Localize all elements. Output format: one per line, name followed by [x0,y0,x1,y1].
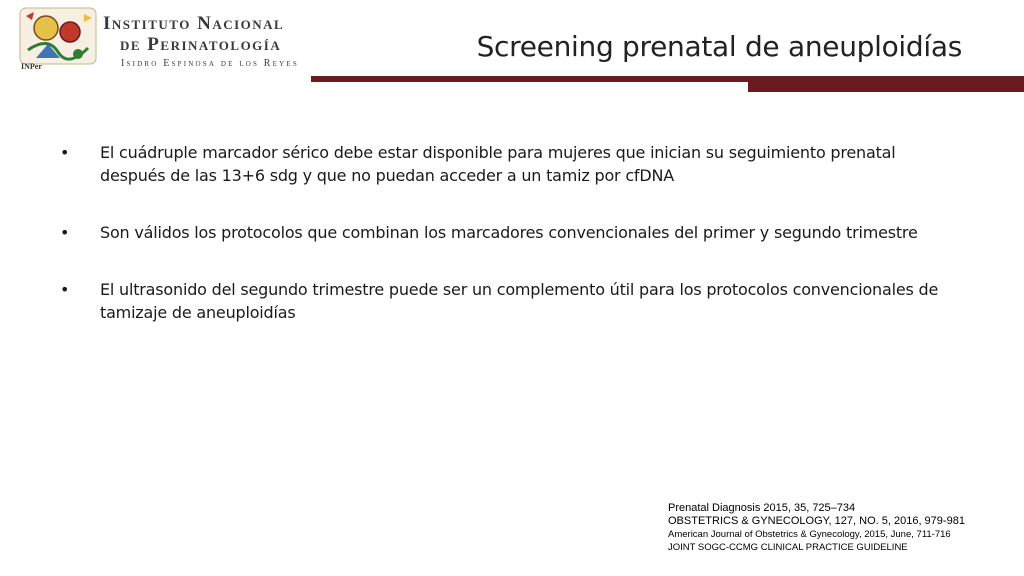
reference-item: JOINT SOGC-CCMG CLINICAL PRACTICE GUIDELINE [668,542,908,553]
bullet-text: El ultrasonido del segundo trimestre puede ser un complemento útil para los protocolos convencionales de tamizaje de aneuploidías [100,280,939,322]
bullet-list [60,141,960,358]
institution-line-1: Instituto Nacional [103,13,285,34]
institution-line-3: Isidro Espinosa de los Reyes [121,58,299,69]
bullet-item [60,221,960,244]
logo-caption: INPer [21,62,42,71]
bullet-text: El cuádruple marcador sérico debe estar disponible para mujeres que inician su seguimiento prenatal después de las 13+6 sdg y que no puedan acceder a un tamiz por cfDNA [100,143,896,185]
reference-item: OBSTETRICS & GYNECOLOGY, 127, NO. 5, 2016, 979-981 [668,515,965,527]
bullet-text: Son válidos los protocolos que combinan los marcadores convencionales del primer y segundo trimestre [100,223,918,242]
reference-item: Prenatal Diagnosis 2015, 35, 725–734 [668,502,856,514]
reference-item: American Journal of Obstetrics & Gynecology, 2015, June, 711-716 [668,529,951,540]
references [668,502,1008,554]
institution-name [103,14,299,69]
header-rule-thick [748,76,1024,92]
bullet-marker: • [60,143,70,162]
bullet-item [60,278,960,324]
institution-line-2: de Perinatología [120,34,282,55]
bullet-marker: • [60,223,70,242]
bullet-marker: • [60,280,70,299]
slide-title: Screening prenatal de aneuploidías [476,30,962,63]
bullet-item [60,141,960,187]
